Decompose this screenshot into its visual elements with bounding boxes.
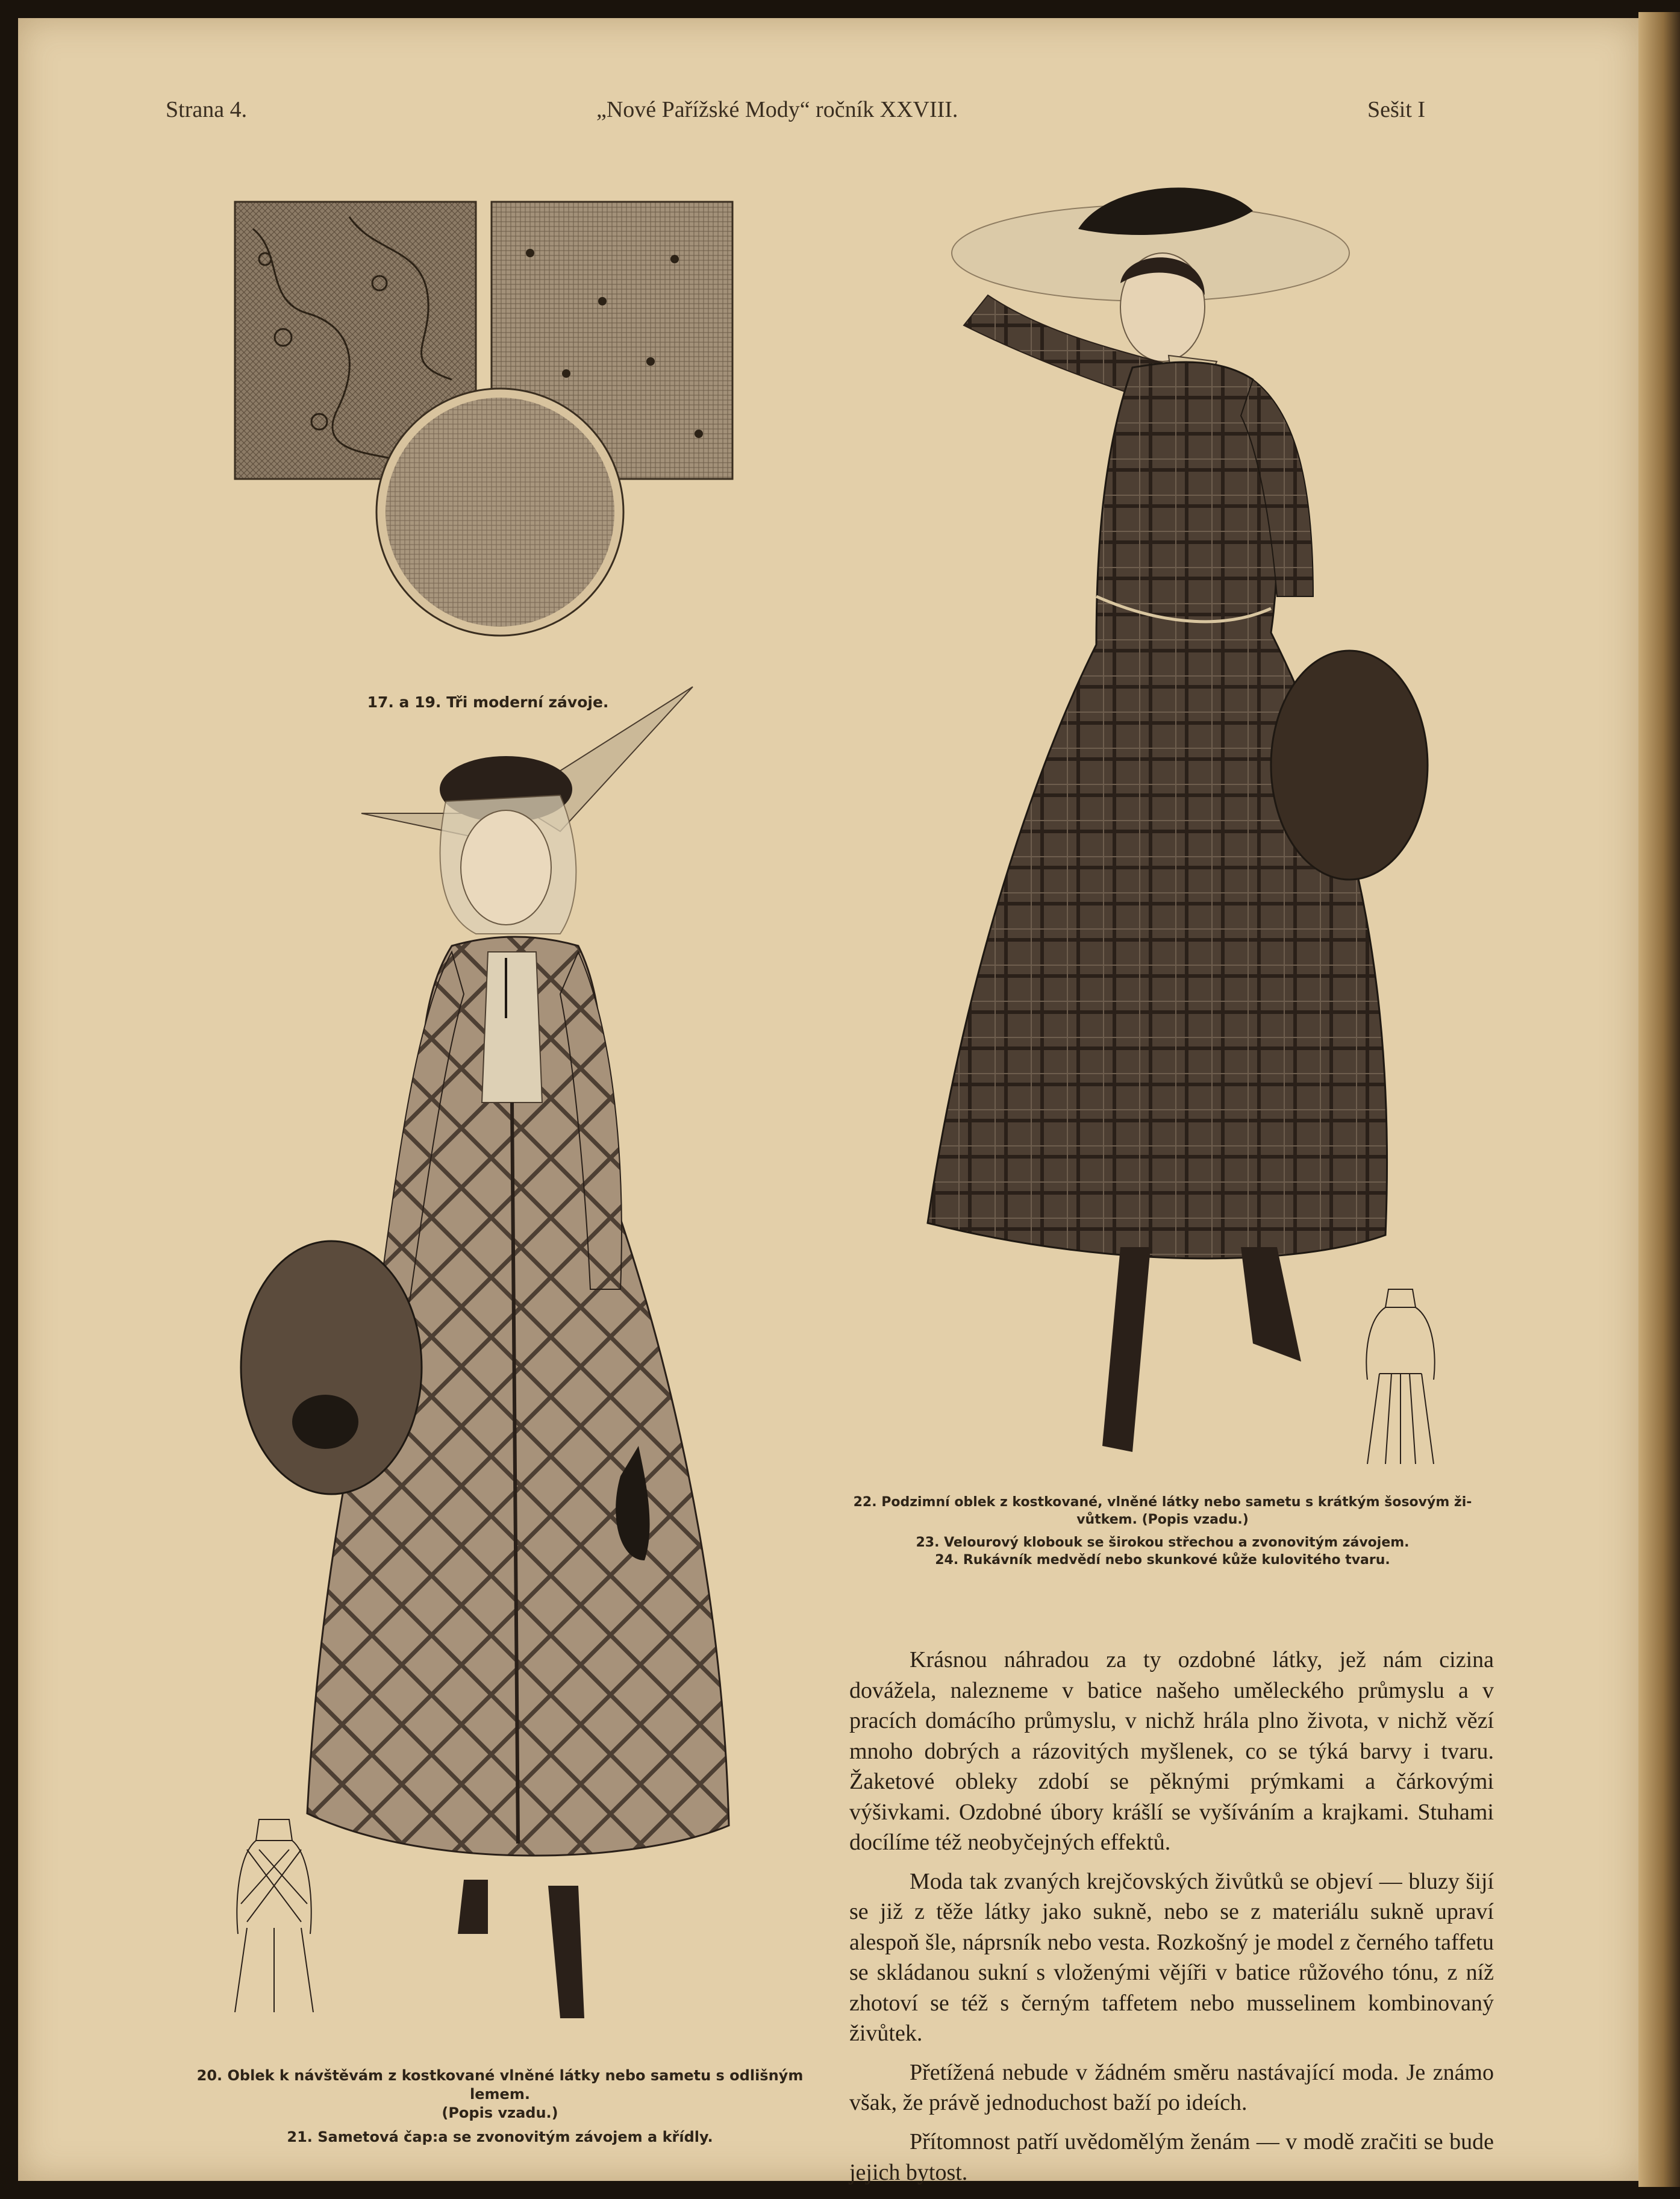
caption-item-20-cont: (Popis vzadu.) — [442, 2104, 558, 2122]
running-title: „Nové Pařížské Mody“ ročník XXVIII. — [596, 97, 958, 122]
autumn-suit-figure-illustration — [879, 163, 1458, 1470]
issue-number: Sešit I — [1367, 97, 1426, 122]
caption-item-24: 24. Rukávník medvědí nebo skunkové kůže kulovitého tvaru. — [935, 1552, 1390, 1568]
back-view-sketch-left — [223, 1813, 325, 2012]
paragraph: Přítomnost patří uvědomělým ženám — v modě zračiti se bude jejich bytost. — [849, 2129, 1494, 2185]
paragraph: Přetížená nebude v žádném směru nastávající moda. Je známo však, že právě jednoduchost baží po ideích. — [849, 2059, 1494, 2116]
caption-left-figure — [181, 2066, 819, 2147]
paragraph: Moda tak zvaných krejčovských živůtků se objeví — bluzy šijí se již z těže látky jako sukně, nebo se z materiálu sukně upraví alespoň šle, náprsník nebo vesta. Rozkošný je model z černého taffetu se skládanou sukní s vloženými vějíři v batice růžového tónu, z níž zhotoví se též s černým taffetem nebo musselinem kombinovaný živůtek. — [849, 1868, 1494, 2047]
caption-item-21: 21. Sametová čap:a se zvonovitým závojem a křídly. — [287, 2128, 713, 2145]
paragraph: Krásnou náhradou za ty ozdobné látky, jež nám cizina dovážela, nalezneme v batice našeho uměleckého průmyslu a v pracích domácího průmyslu, v nichž hrála plno života, v nichž vězí mnoho dobrých a rázovitých myšlenek, co se týká barvy i tvaru. Žaketové obleky zdobí se pěknými prýmkami a čárkovými výšivkami. Ozdobné úbory krášlí se vyšíváním a krajkami. Stuhami docílíme též neobyčejných effektů. — [849, 1647, 1494, 1856]
caption-item-20: 20. Oblek k návštěvám z kostkované vlněné látky nebo sametu s odlišným lemem. — [196, 2067, 804, 2103]
veil-swatches-illustration — [229, 181, 759, 639]
page-number: Strana 4. — [166, 97, 248, 122]
caption-item-23: 23. Velourový klobouk se širokou střechou a zvonovitým závojem. — [916, 1535, 1410, 1551]
caption-item-22: 22. Podzimní oblek z kostkované, vlněné látky nebo sametu s krátkým šosovým ži- — [853, 1495, 1472, 1510]
caption-right-figure — [819, 1494, 1506, 1569]
caption-item-22-cont: vůtkem. (Popis vzadu.) — [1076, 1512, 1249, 1527]
back-view-sketch-right — [1355, 1283, 1446, 1464]
caption-veils: 17. a 19. Tři moderní závoje. — [367, 693, 609, 711]
article-text — [849, 1645, 1494, 2196]
page-edge — [1638, 12, 1680, 2187]
magazine-page — [18, 18, 1638, 2185]
